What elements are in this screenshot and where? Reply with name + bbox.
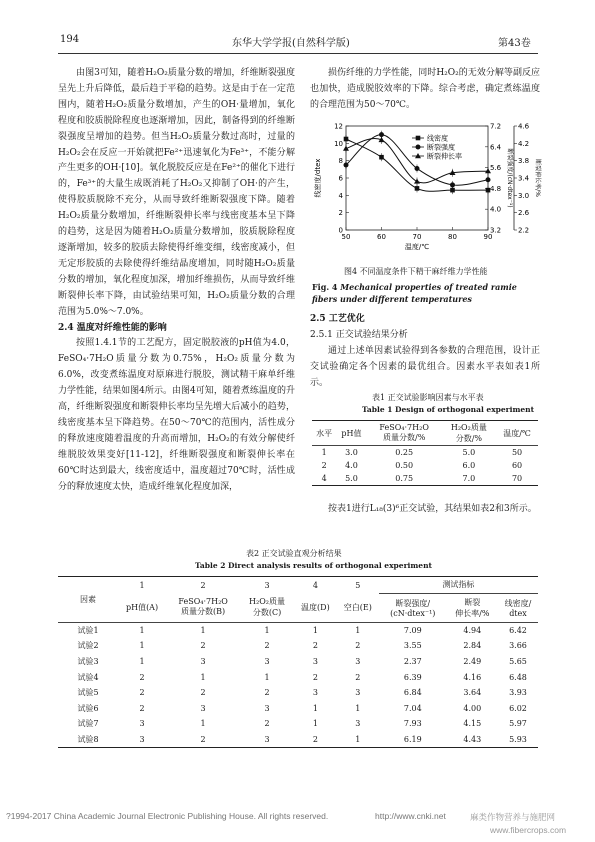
y-tick-label: 6	[338, 174, 343, 183]
table-cell: 试验7	[77, 719, 99, 729]
table-2-column-name: 断裂强度/ (cN·dtex⁻¹)	[379, 593, 447, 622]
table-cell: 2	[166, 732, 240, 748]
table-cell: 4.16	[463, 672, 482, 682]
figure-4-label: Fig. 4	[312, 282, 338, 292]
table-row	[58, 669, 538, 685]
table-cell: 试验2	[77, 641, 99, 651]
table-cell: 5.93	[498, 732, 538, 748]
x-tick-label: 70	[412, 233, 422, 241]
right-axis-2-tick-label: 2.6	[518, 209, 530, 218]
y-tick-label: 12	[334, 122, 343, 131]
x-tick-label: 60	[377, 233, 386, 241]
table-cell: 1	[312, 703, 318, 713]
table-cell: 3	[264, 657, 270, 667]
legend-label: 断裂强度	[427, 143, 455, 152]
table-2-title-cn: 表2 正交试验直观分析结果	[246, 549, 342, 558]
volume-label: 第43卷	[498, 38, 531, 49]
y-axis-label-right-2: 断裂伸长率/%	[534, 159, 541, 197]
table-row	[58, 732, 538, 748]
table-cell: 5.97	[509, 719, 527, 729]
right-axis-1-tick-label: 5.6	[490, 164, 502, 173]
watermark-cn: 麻类作物营养与施肥网	[470, 812, 556, 822]
table-row	[312, 472, 538, 486]
table-cell: 2	[200, 688, 206, 698]
right-axis-1-tick-label: 4.8	[490, 184, 502, 193]
right-paragraph-1: 损伤纤维的力学性能，同时H₂O₂的无效分解等副反应也加快，造成脱胶效率的下降。综合考虑，确定煮练温度的合理范围为50～70℃。	[310, 68, 540, 110]
table-cell: 试验6	[77, 703, 99, 713]
table-cell: 1	[312, 625, 318, 635]
table-cell: 50	[511, 448, 523, 457]
y-tick-label: 0	[338, 226, 343, 235]
table-1-title-cn: 表1 正交试验影响因素与水平表	[372, 393, 484, 402]
table-cell: 3	[355, 657, 361, 667]
table-cell: 6.0	[462, 461, 476, 470]
table-cell: 2	[264, 719, 270, 729]
table-cell: 2	[264, 641, 270, 651]
table-cell: 0.75	[367, 472, 442, 486]
table-2-column-name: 断裂 伸长率/%	[447, 593, 498, 622]
table-cell: 3	[312, 657, 318, 667]
table-cell: 1	[321, 448, 327, 457]
table-cell: 2	[294, 732, 337, 748]
right-paragraph-2: 通过上述单因素试验得到各参数的合理范围，设计正交试验确定各个因素的最优组合。因素水平表如表1所示。	[310, 345, 540, 388]
table-cell: 5.0	[336, 472, 366, 486]
table-row	[58, 638, 538, 654]
table-cell: 3	[355, 688, 361, 698]
table-cell: 1	[139, 625, 145, 635]
table-cell: 3	[139, 719, 145, 729]
right-axis-2-tick-label: 4.2	[518, 139, 530, 148]
y-tick-label: 2	[338, 209, 343, 218]
table-cell: 4.00	[463, 703, 482, 713]
figure-4-caption-en	[312, 281, 540, 305]
table-cell: 1	[355, 703, 361, 713]
watermark-url: www.fibercrops.com	[490, 825, 567, 835]
table-cell: 1	[200, 672, 206, 682]
footer-copyright: ?1994-2017 China Academic Journal Electronic Publishing House. All rights reserved.	[6, 811, 329, 821]
table-1-header-cell: pH值	[336, 421, 366, 446]
table-2-column-number: 2	[166, 577, 240, 594]
table-2-column-name: 温度(D)	[294, 593, 337, 622]
table-cell: 3.0	[345, 448, 358, 457]
table-cell: 试验1	[77, 625, 99, 635]
y-tick-label: 10	[334, 139, 343, 148]
table-1-header-cell: 水平	[312, 421, 336, 446]
table-cell: 试验3	[77, 657, 99, 667]
table-cell: 1	[312, 719, 318, 729]
table-2-title-en: Table 2 Direct analysis results of orthogonal experiment	[195, 561, 432, 570]
table-cell: 7.09	[403, 625, 422, 635]
table-cell: 5.0	[462, 448, 476, 457]
table-cell: 2	[312, 641, 318, 651]
footer-site[interactable]: http://www.cnki.net	[375, 811, 446, 821]
table-cell: 2	[321, 461, 327, 470]
figure-4-caption-cn: 图4 不同温度条件下精干麻纤维力学性能	[344, 267, 488, 276]
table-2-column-name: 线密度/ dtex	[498, 593, 538, 622]
table-cell: 1	[139, 641, 145, 651]
table-row	[312, 446, 538, 460]
table-2-header-row-numbers	[58, 577, 538, 594]
table-cell: 1	[337, 732, 379, 748]
table-cell: 试验4	[77, 672, 99, 682]
table-row	[312, 459, 538, 472]
table-2	[58, 576, 538, 748]
table-cell: 70	[496, 472, 538, 486]
table-cell: 2.37	[403, 657, 422, 667]
header-rule	[58, 53, 538, 54]
table-cell: 4.15	[463, 719, 482, 729]
x-tick-label: 80	[448, 233, 457, 241]
table-row	[58, 654, 538, 670]
table-cell: 试验5	[77, 688, 99, 698]
right-axis-1-tick-label: 3.2	[490, 226, 502, 235]
table-cell: 6.19	[379, 732, 447, 748]
table-2-column-number: 1	[118, 577, 166, 594]
table-cell: 7.93	[403, 719, 422, 729]
page-number: 194	[60, 34, 80, 45]
table-cell: 3	[118, 732, 166, 748]
table-cell: 6.48	[509, 672, 527, 682]
table-2-column-name: H₂O₂质量 分数(C)	[240, 593, 294, 622]
figure-4-caption-en-text: Mechanical properties of treated ramie fibers under different temperatures	[312, 282, 517, 304]
table-cell: 7.04	[403, 703, 422, 713]
table-cell: 1	[355, 625, 361, 635]
table-row	[58, 716, 538, 732]
right-axis-2-tick-label: 3.4	[518, 174, 530, 183]
right-axis-1-tick-label: 7.2	[490, 122, 502, 131]
table-1-header-cell: 温度/℃	[496, 421, 538, 446]
right-paragraph-3: 按表1进行L₁₈(3)⁶正交试验，其结果如表2和3所示。	[328, 504, 537, 514]
table-cell: 2	[312, 672, 318, 682]
left-paragraph-2: 按照1.4.1节的工艺配方，固定脱胶液的pH值为4.0，FeSO₄·7H₂O质量分数为0.75%，H₂O₂质量分数为6.0%，改变煮练温度对原麻进行脱胶，测试精干麻单纤维力学性能，结果如图4所示。由图4可知，随着煮练温度的升高，纤维断裂强度和断裂伸长率均呈先增大后减小的趋势，线密度基本呈下降趋势。在50～70℃的范围内，活性成分的释放速度随着温度的升高而增加，H₂O₂的有效分解使纤维脱胶效果变好[11-12]，纤维断裂强度和断裂伸长率在60℃时达到最大，线密度适中，温度超过70℃时，活性成分的释放速度太快，造成纤维氧化程度加深，	[58, 338, 295, 492]
right-axis-1-tick-label: 6.4	[490, 143, 502, 152]
table-cell: 0.25	[395, 448, 414, 457]
right-column-mid	[310, 312, 540, 392]
section-heading-2-4: 2.4 温度对纤维性能的影响	[58, 322, 167, 333]
table-cell: 2.49	[463, 657, 482, 667]
table-cell: 3.66	[509, 641, 527, 651]
table-2-column-name: pH值(A)	[118, 593, 166, 622]
table-cell: 4.94	[463, 625, 482, 635]
legend-marker	[416, 145, 421, 150]
journal-name: 东华大学学报(自然科学版)	[232, 38, 350, 49]
table-cell: 试验8	[58, 732, 118, 748]
table-cell: 1	[139, 657, 145, 667]
right-column-bottom	[310, 502, 540, 518]
right-axis-1-tick-label: 4.0	[490, 205, 502, 214]
table-2-column-name: FeSO₄·7H₂O 质量分数(B)	[166, 593, 240, 622]
table-cell: 2	[139, 672, 145, 682]
legend-label: 线密度	[427, 134, 448, 143]
y-tick-label: 8	[338, 157, 343, 166]
y-tick-label: 4	[338, 191, 343, 200]
table-cell: 0.50	[395, 461, 414, 470]
table-cell: 3	[240, 732, 294, 748]
table-cell: 6.02	[509, 703, 527, 713]
table-cell: 2	[139, 688, 145, 698]
table-cell: 5.65	[509, 657, 527, 667]
right-axis-2-tick-label: 3.0	[518, 191, 530, 200]
table-cell: 3	[264, 703, 270, 713]
table-cell: 1	[200, 625, 206, 635]
table-1-title-en: Table 1 Design of orthogonal experiment	[362, 405, 535, 414]
table-2-factor-header: 因素	[58, 577, 118, 623]
table-cell: 2	[139, 703, 145, 713]
figure-4-chart	[312, 118, 540, 258]
table-cell: 6.42	[509, 625, 527, 635]
table-row	[58, 622, 538, 638]
table-cell: 7.0	[442, 472, 496, 486]
table-cell: 3.64	[463, 688, 482, 698]
table-cell: 4	[312, 472, 336, 486]
x-tick-label: 50	[341, 233, 351, 241]
table-2-column-name: 空白(E)	[337, 593, 379, 622]
legend-label: 断裂伸长率	[427, 152, 462, 161]
right-axis-2-tick-label: 2.2	[518, 226, 530, 235]
table-cell: 60	[511, 461, 523, 470]
table-row	[58, 701, 538, 717]
legend-marker	[416, 136, 421, 141]
table-cell: 1	[264, 672, 270, 682]
table-cell: 2	[355, 641, 361, 651]
left-paragraph-1: 由图3可知，随着H₂O₂质量分数的增加，纤维断裂强度呈先上升后降低，最后趋于平稳的趋势。这是由于在一定范围内，随着H₂O₂质量分数增加，产生的OH·量增加，氧化程度和胶质脱除程度也逐渐增加，因此，制备得到的纤维断裂强度呈增加的趋势。但当H₂O₂质量分数过高时，过量的H₂O₂会在反应一开始就把Fe²⁺迅速氧化为Fe³⁺，不能分解产生更多的OH·[10]。氧化脱胶反应是在Fe²⁺的催化下进行的，Fe³⁺的大量生成既消耗了H₂O₂又抑制了OH·的产生，使得胶质脱除不充分，从而导致纤维断裂强度下降。随着H₂O₂质量分数增加，纤维断裂伸长率与线密度基本呈下降的趋势，这是因为随着H₂O₂质量分数增加，胶质脱除程度逐渐增加，较多的胶质去除使得纤维变细，线密度减小，但无定形胶质的去除使得纤维结晶度增加，同时随H₂O₂质量分数的增加，氧化程度加深，增加纤维损伤，从而导致纤维断裂伸长率下降，由试验结果可知，H₂O₂质量分数的合理范围为5.0%～7.0%。	[58, 68, 295, 317]
section-heading-2-5: 2.5 工艺优化	[310, 314, 365, 324]
table-cell: 3	[312, 688, 318, 698]
table-1-header-cell: H₂O₂质量 分数/%	[442, 421, 496, 446]
table-cell: 6.84	[403, 688, 422, 698]
table-1	[312, 420, 538, 486]
right-column-top	[310, 66, 540, 114]
right-axis-2-tick-label: 4.6	[518, 122, 530, 131]
table-cell: 4.43	[447, 732, 498, 748]
table-cell: 4.0	[345, 461, 358, 470]
table-2-column-number: 3	[240, 577, 294, 594]
section-heading-2-5-1: 2.5.1 正交试验结果分析	[310, 329, 408, 340]
table-cell: 2	[264, 688, 270, 698]
table-1-header-row	[312, 421, 538, 446]
table-2-header-row-names	[58, 593, 538, 622]
table-cell: 3.55	[403, 641, 422, 651]
table-cell: 1	[264, 625, 270, 635]
left-column	[58, 66, 295, 495]
right-axis-2-tick-label: 3.8	[518, 157, 530, 166]
x-axis-label: 温度/℃	[404, 243, 430, 251]
table-2-column-number: 4	[294, 577, 337, 594]
table-cell: 6.39	[403, 672, 422, 682]
table-cell: 2.84	[463, 641, 482, 651]
table-cell: 2	[200, 641, 206, 651]
table-cell: 3	[200, 657, 206, 667]
table-cell: 2	[355, 672, 361, 682]
table-cell: 1	[200, 719, 206, 729]
table-2-column-number: 5	[337, 577, 379, 594]
x-tick-label: 90	[483, 233, 493, 241]
table-2-test-index-header: 测试指标	[379, 577, 538, 594]
y-axis-label-right-1: 断裂强度/(cN·dtex⁻¹)	[506, 148, 513, 208]
table-cell: 3	[355, 719, 361, 729]
table-row	[58, 685, 538, 701]
y-axis-label-left: 线密度/dtex	[314, 158, 322, 198]
table-1-header-cell: FeSO₄·7H₂O 质量分数/%	[367, 421, 442, 446]
table-cell: 3	[200, 703, 206, 713]
table-cell: 3.93	[509, 688, 527, 698]
